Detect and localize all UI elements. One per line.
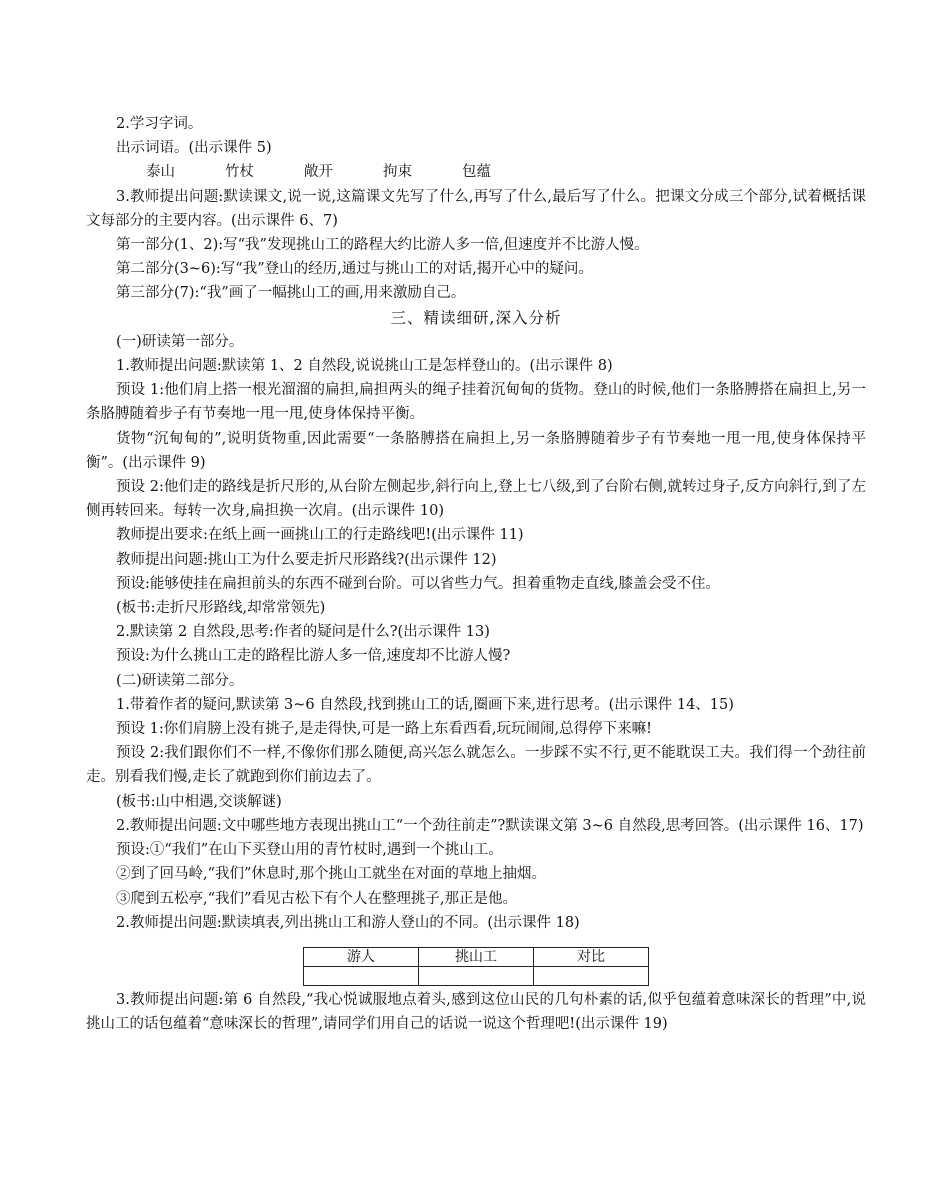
paragraph: 2.学习字词。 [116, 116, 203, 132]
paragraph: 预设:①“我们”在山下买登山用的青竹杖时,遇到一个挑山工。 [116, 842, 503, 859]
paragraph: 预设 1:你们肩膀上没有挑子,是走得快,可是一路上东看西看,玩玩闹闹,总得停下来嘛! [116, 721, 652, 738]
paragraph: (二)研读第二部分。 [116, 672, 244, 689]
paragraph: 预设:能够使挂在扁担前头的东西不碰到台阶。可以省些力气。担着重物走直线,膝盖会受不住。 [116, 575, 720, 592]
vocab-word: 泰山 [146, 164, 175, 181]
paragraph: 教师提出要求:在纸上画一画挑山工的行走路线吧!(出示课件 11) [116, 527, 524, 544]
paragraph: 预设 1:他们肩上搭一根光溜溜的扁担,扁担两头的绳子挂着沉甸甸的货物。登山的时候,他们一条胳膊搭在扁担上,另一条胳膊随着步子有节奏地一甩一甩,使身体保持平衡。 [86, 382, 866, 423]
paragraph: 第一部分(1、2):写“我”发现挑山工的路程大约比游人多一倍,但速度并不比游人慢。 [116, 237, 649, 254]
table-row [304, 966, 649, 985]
vocabulary-list [86, 160, 866, 184]
vocab-word: 拘束 [383, 164, 412, 181]
vocab-word: 敞开 [304, 164, 333, 181]
paragraph: 2.默读第 2 自然段,思考:作者的疑问是什么?(出示课件 13) [116, 624, 490, 641]
paragraph: 第二部分(3~6):写“我”登山的经历,通过与挑山工的对话,揭开心中的疑问。 [116, 261, 593, 278]
paragraph: 预设 2:我们跟你们不一样,不像你们那么随便,高兴怎么就怎么。一步踩不实不行,更不能耽误工夫。我们得一个劲往前走。别看我们慢,走长了就跑到你们前边去了。 [86, 745, 866, 786]
paragraph: 预设:为什么挑山工走的路程比游人多一倍,速度却不比游人慢? [116, 648, 511, 665]
paragraph: 3.教师提出问题:默读课文,说一说,这篇课文先写了什么,再写了什么,最后写了什么。把课文分成三个部分,试着概括课文每部分的主要内容。(出示课件 6、7) [86, 188, 866, 229]
vocab-word: 竹杖 [225, 164, 254, 181]
paragraph: (板书:走折尺形路线,却常常领先) [116, 600, 326, 617]
document-body [86, 112, 866, 1036]
paragraph: 货物“沉甸甸的”,说明货物重,因此需要“一条胳膊搭在扁担上,另一条胳膊随着步子有节奏地一甩一甩,使身体保持平衡”。(出示课件 9) [86, 430, 866, 471]
vocab-word: 包蕴 [462, 164, 491, 181]
paragraph: 第三部分(7):“我”画了一幅挑山工的画,用来激励自己。 [116, 285, 466, 302]
paragraph: (板书:山中相遇,交谈解谜) [116, 793, 282, 810]
paragraph: 3.教师提出问题:第 6 自然段,“我心悦诚服地点着头,感到这位山民的几句朴素的话,似乎包蕴着意味深长的哲理”中,说挑山工的话包蕴着“意味深长的哲理”,请同学们用自己的话说一说这个哲理吧!(出示课件 19) [86, 991, 866, 1033]
comparison-table-wrapper [86, 947, 866, 986]
paragraph: 预设 2:他们走的路线是折尺形的,从台阶左侧起步,斜行向上,登上七八级,到了台阶右侧,就转过身子,反方向斜行,到了左侧再转回来。每转一次身,扁担换一次肩。(出示课件 10) [86, 479, 866, 520]
paragraph: 1.带着作者的疑问,默读第 3~6 自然段,找到挑山工的话,圈画下来,进行思考。(出示课件 14、15) [116, 696, 734, 713]
table-cell [304, 966, 419, 985]
paragraph: 教师提出问题:挑山工为什么要走折尺形路线?(出示课件 12) [116, 551, 497, 568]
paragraph: 出示词语。(出示课件 5) [116, 140, 272, 157]
table-cell [534, 966, 649, 985]
paragraph: 1.教师提出问题:默读第 1、2 自然段,说说挑山工是怎样登山的。(出示课件 8) [116, 358, 613, 375]
section-heading: 三、精读细研,深入分析 [390, 308, 562, 327]
paragraph: 2.教师提出问题:文中哪些地方表现出挑山工“一个劲往前走”?默读课文第 3~6 自然段,思考回答。(出示课件 16、17) [116, 817, 864, 834]
table-header-cell: 游人 [304, 947, 419, 966]
paragraph: ③爬到五松亭,“我们”看见古松下有个人在整理挑子,那正是他。 [116, 890, 518, 907]
table-header-row [304, 947, 649, 966]
table-header-cell: 对比 [534, 947, 649, 966]
table-cell [419, 966, 534, 985]
paragraph: 2.教师提出问题:默读填表,列出挑山工和游人登山的不同。(出示课件 18) [116, 914, 580, 931]
paragraph: ②到了回马岭,“我们”休息时,那个挑山工就坐在对面的草地上抽烟。 [116, 866, 547, 883]
comparison-table [303, 947, 649, 986]
table-header-cell: 挑山工 [419, 947, 534, 966]
paragraph: (一)研读第一部分。 [116, 333, 244, 350]
